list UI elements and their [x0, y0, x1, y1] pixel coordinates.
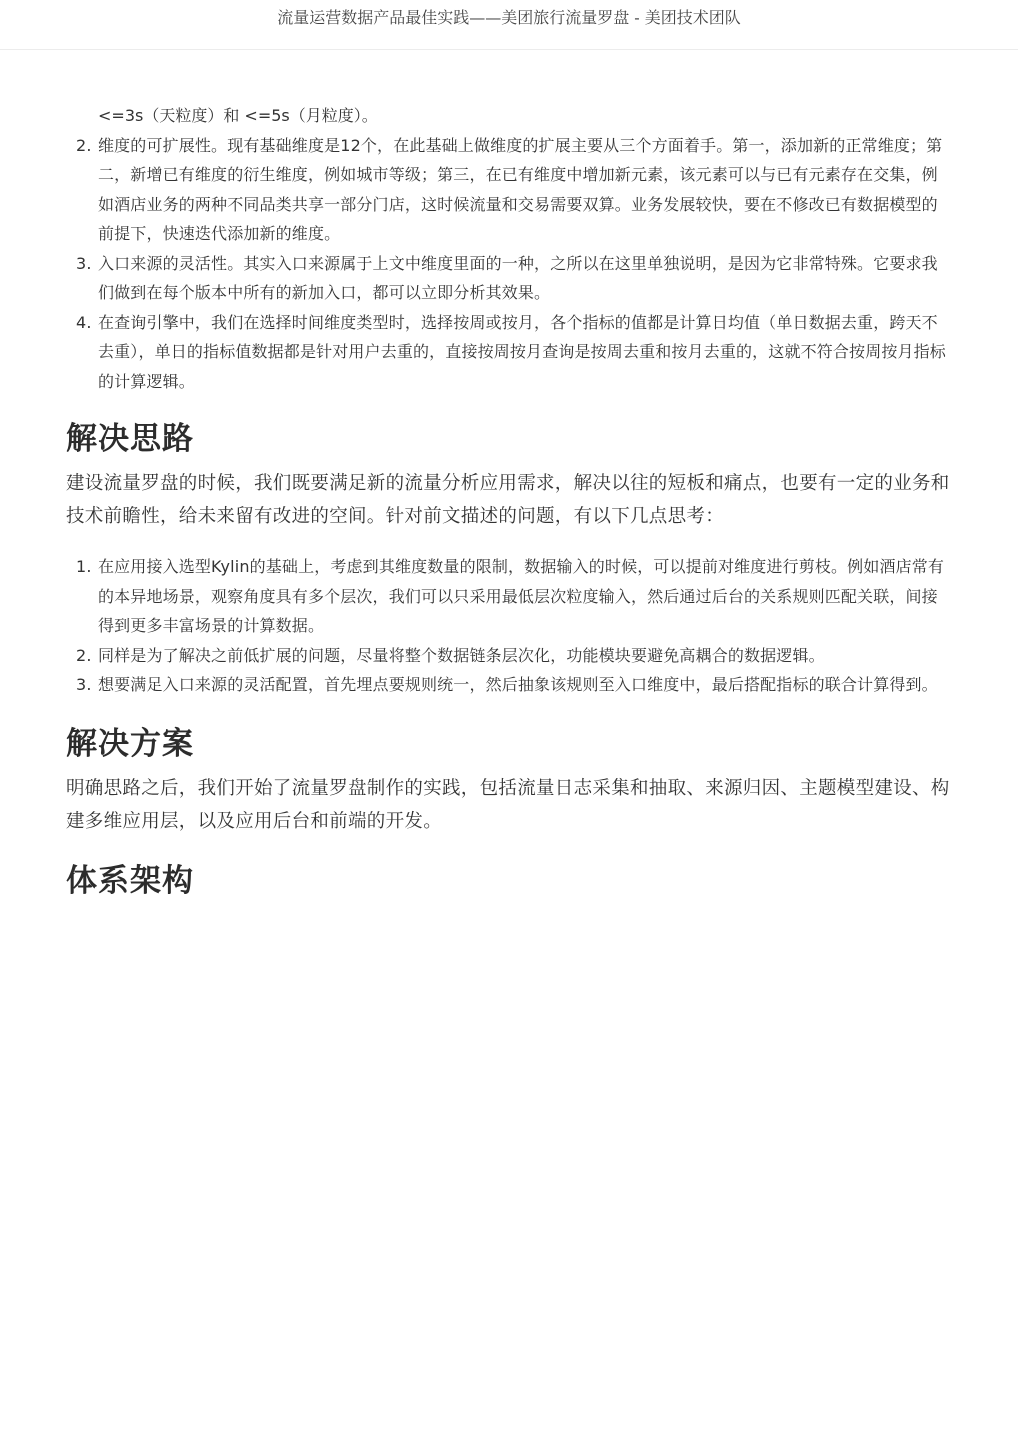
list-item [66, 552, 950, 641]
list-item-number: 3. [76, 675, 92, 694]
list-item-text: 入口来源的灵活性。其实入口来源属于上文中维度里面的一种，之所以在这里单独说明，是因为它非常特殊。它要求我们做到在每个版本中所有的新加入口，都可以立即分析其效果。 [98, 253, 938, 302]
solution-paragraph: 明确思路之后，我们开始了流量罗盘制作的实践，包括流量日志采集和抽取、来源归因、主题模型建设、构建多维应用层，以及应用后台和前端的开发。 [66, 777, 950, 832]
page-title: 流量运营数据产品最佳实践——美团旅行流量罗盘 - 美团技术团队 [277, 8, 741, 27]
article-body [66, 101, 950, 903]
list-item [66, 670, 950, 700]
list-item-number: 4. [76, 312, 92, 332]
approach-paragraph: 建设流量罗盘的时候，我们既要满足新的流量分析应用需求，解决以往的短板和痛点，也要有一定的业务和技术前瞻性，给未来留有改进的空间。针对前文描述的问题，有以下几点思考： [66, 473, 950, 527]
list-item-text: 想要满足入口来源的灵活配置，首先埋点要规则统一，然后抽象该规则至入口维度中，最后搭配指标的联合计算得到。 [98, 675, 938, 694]
section-heading-architecture: 体系架构 [66, 862, 194, 899]
problem-list [66, 131, 950, 397]
list-item-text: 在查询引擎中，我们在选择时间维度类型时，选择按周或按月，各个指标的值都是计算日均值（单日数据去重，跨天不去重），单日的指标值数据都是针对用户去重的，直接按周按月查询是按周去重和按月去重的，这就不符合按周按月指标的计算逻辑。 [98, 312, 946, 391]
list-item [66, 131, 950, 249]
list-item-text: 维度的可扩展性。现有基础维度是12个，在此基础上做维度的扩展主要从三个方面着手。第一，添加新的正常维度；第二，新增已有维度的衍生维度，例如城市等级；第三，在已有维度中增加新元素，该元素可以与已有元素存在交集，例如酒店业务的两种不同品类共享一部分门店，这时候流量和交易需要双算。业务发展较快，要在不修改已有数据模型的前提下，快速迭代添加新的维度。 [98, 135, 943, 243]
section-heading-approach: 解决思路 [66, 421, 194, 457]
page-header [0, 0, 1018, 50]
list-item-number: 1. [76, 557, 92, 576]
list-item-number: 2. [76, 135, 92, 155]
section-heading-solution: 解决方案 [66, 725, 194, 762]
list-item-number: 3. [76, 253, 92, 273]
list-item-text: 在应用接入选型Kylin的基础上，考虑到其维度数量的限制，数据输入的时候，可以提前对维度进行剪枝。例如酒店常有的本异地场景，观察角度具有多个层次，我们可以只采用最低层次粒度输入，然后通过后台的关系规则匹配关联，间接得到更多丰富场景的计算数据。 [98, 557, 945, 635]
list-item [66, 249, 950, 308]
list-item-number: 2. [76, 645, 92, 665]
list-item-continuation: <=3s（天粒度）和 <=5s（月粒度）。 [98, 106, 378, 125]
list-item [66, 308, 950, 397]
list-item [66, 641, 950, 671]
list-item-text: 同样是为了解决之前低扩展的问题，尽量将整个数据链条层次化，功能模块要避免高耦合的数据逻辑。 [98, 645, 825, 665]
approach-list [66, 552, 950, 700]
